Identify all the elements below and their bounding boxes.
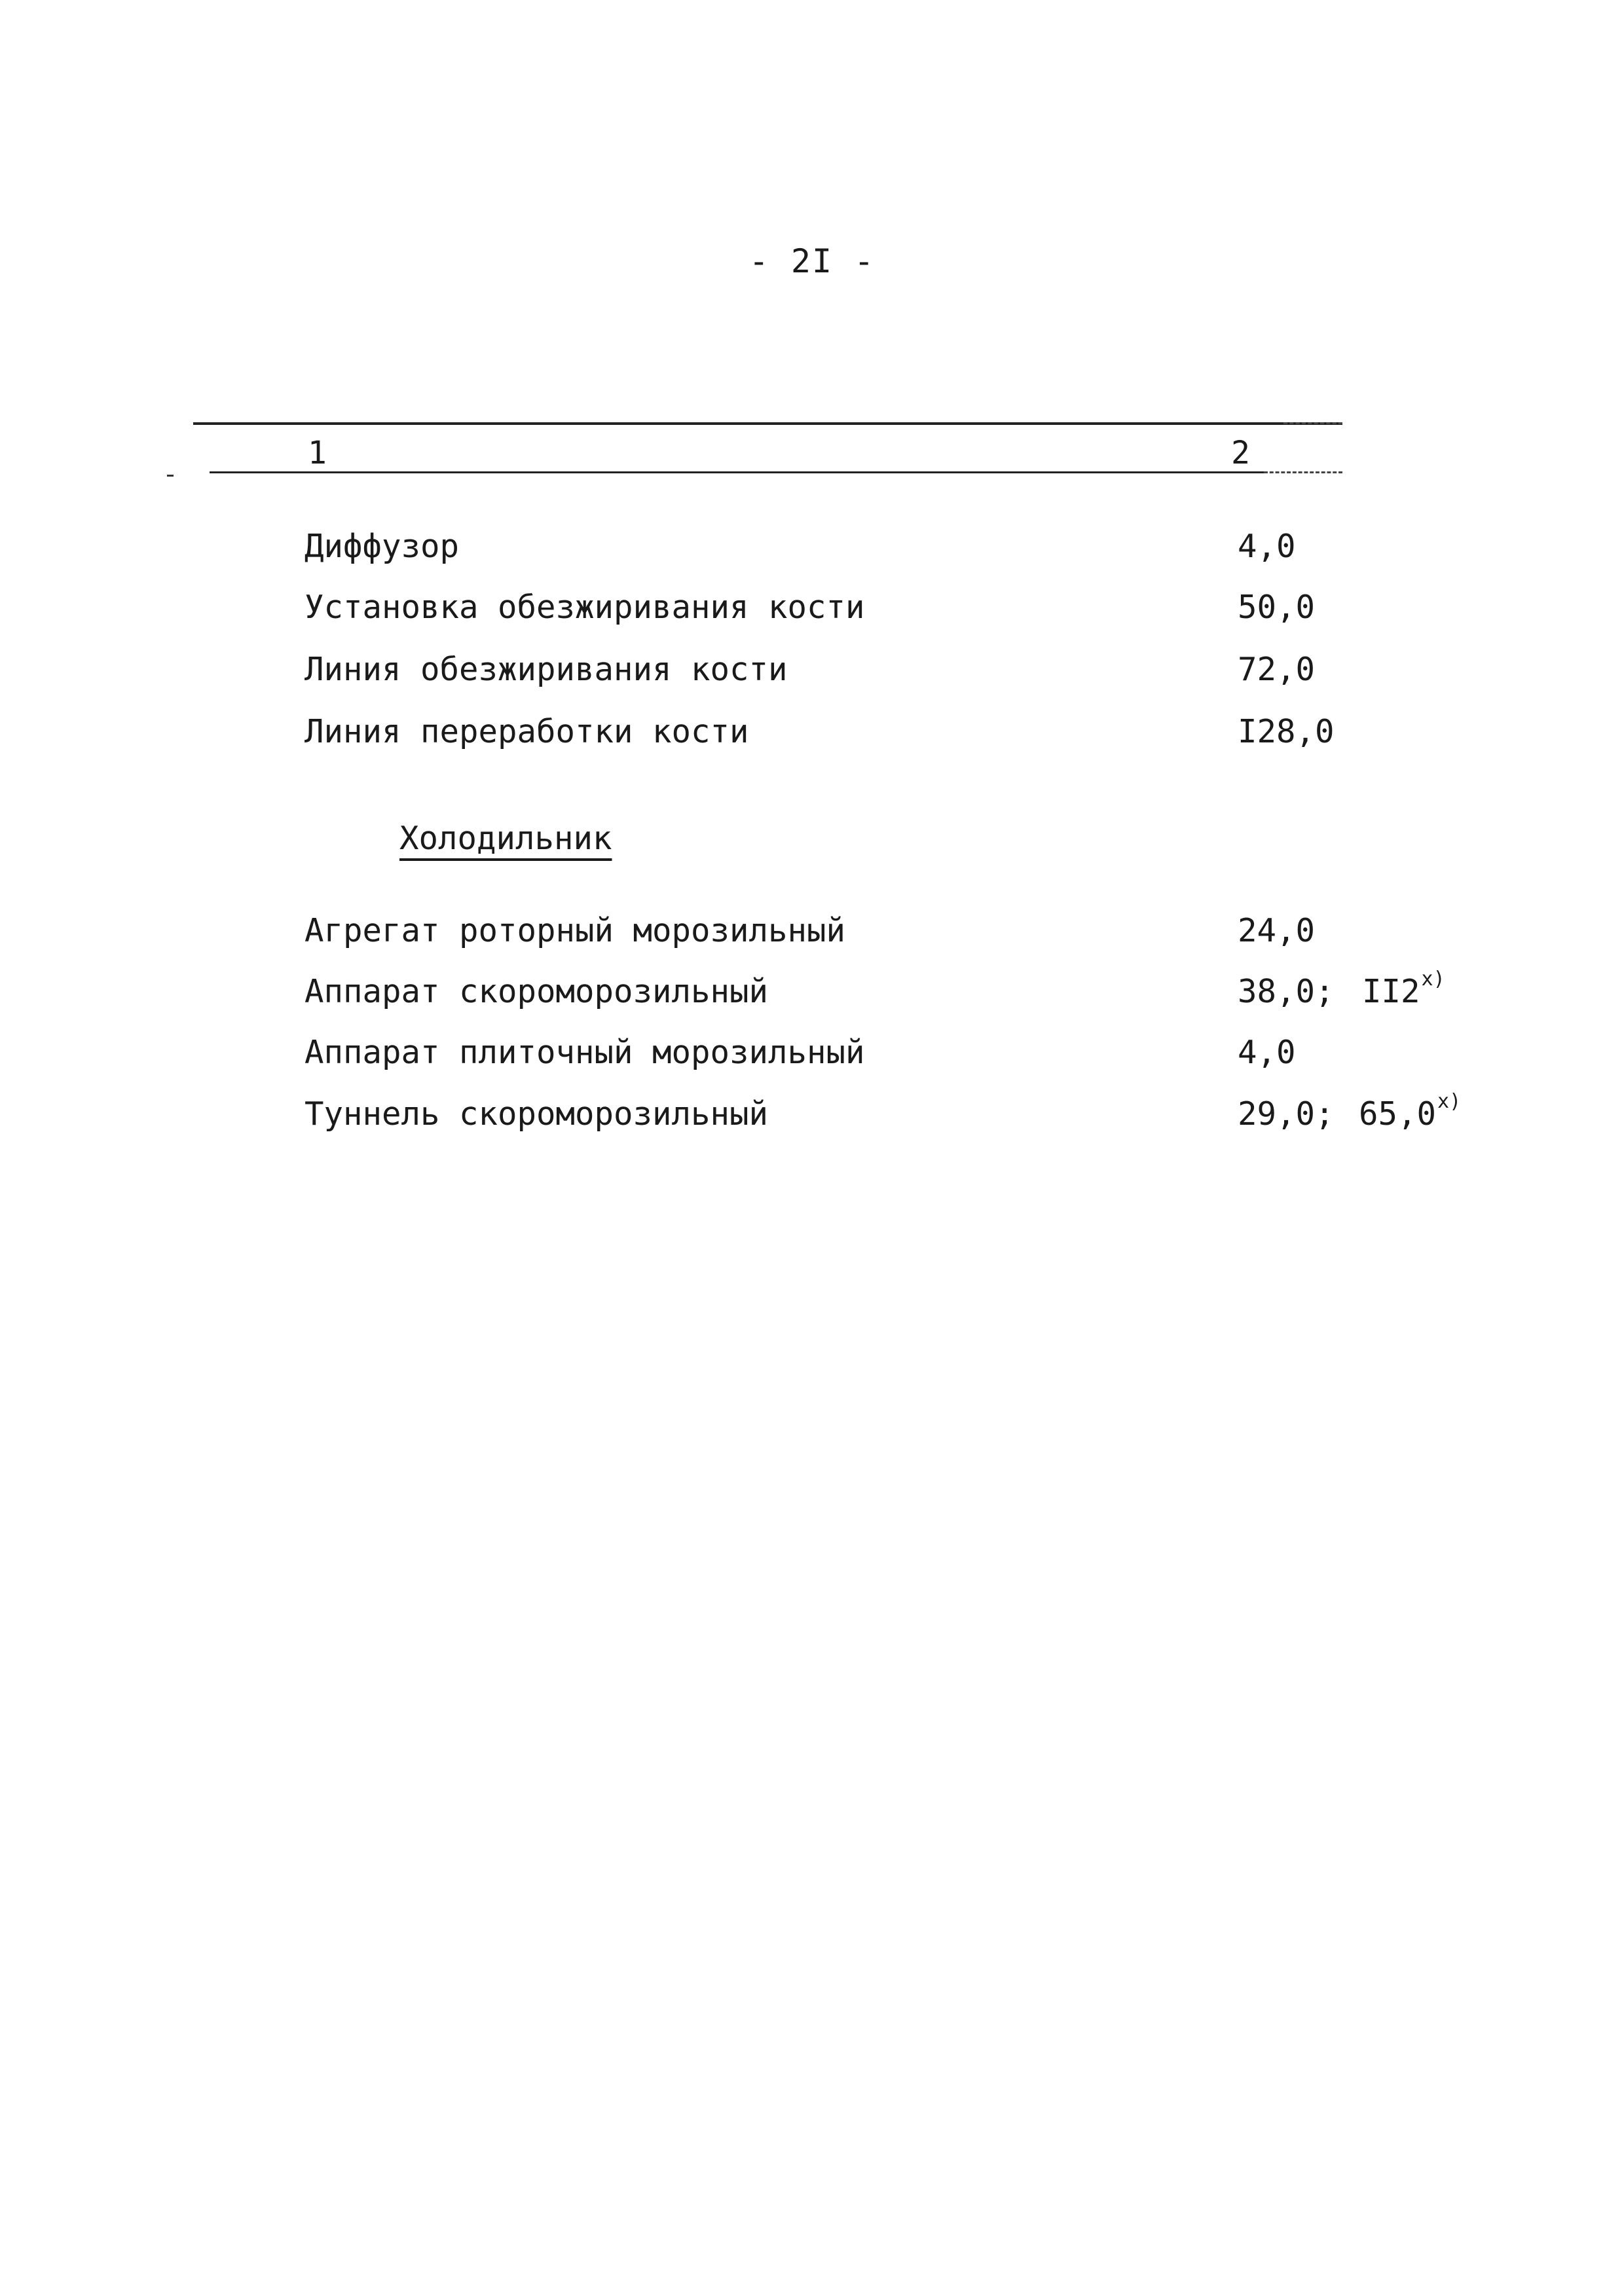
- row-extra-value: [1359, 1090, 1462, 1139]
- page-number: - 2I -: [748, 242, 876, 280]
- footnote-mark: x): [1437, 1090, 1462, 1113]
- row-extra-value: [1362, 968, 1445, 1016]
- table-header-tick: [167, 475, 174, 477]
- row-name: Аппарат скороморозильный: [304, 973, 769, 1010]
- row-value: 4,0: [1238, 1034, 1296, 1071]
- row-value: 72,0: [1238, 651, 1316, 688]
- row-value: 4,0: [1238, 528, 1296, 565]
- table-top-rule: [193, 422, 1342, 425]
- row-value: 24,0: [1238, 912, 1316, 949]
- row-extra-number: 65,0: [1359, 1095, 1437, 1133]
- section-title: Холодильник: [399, 820, 612, 857]
- row-name: Линия переработки кости: [304, 713, 749, 750]
- row-extra-number: II2: [1362, 973, 1420, 1010]
- column-header-2: 2: [1231, 435, 1250, 471]
- row-value: 38,0;: [1238, 973, 1335, 1010]
- row-name: Установка обезжиривания кости: [304, 589, 865, 626]
- table-header-rule-dashed-end: [1264, 471, 1342, 473]
- row-name: Диффузор: [304, 528, 460, 565]
- row-value: 29,0;: [1238, 1095, 1335, 1133]
- row-name: Агрегат роторный морозильный: [304, 912, 846, 949]
- row-name: Аппарат плиточный морозильный: [304, 1034, 865, 1071]
- row-name: Туннель скороморозильный: [304, 1095, 769, 1133]
- column-header-1: 1: [308, 435, 327, 471]
- table-header-rule: [210, 471, 1264, 473]
- footnote-mark: x): [1421, 968, 1445, 991]
- row-name: Линия обезжиривания кости: [304, 651, 788, 688]
- row-value: 50,0: [1238, 589, 1316, 626]
- row-value: I28,0: [1238, 713, 1335, 750]
- table-top-rule-dashed-end: [1283, 422, 1342, 424]
